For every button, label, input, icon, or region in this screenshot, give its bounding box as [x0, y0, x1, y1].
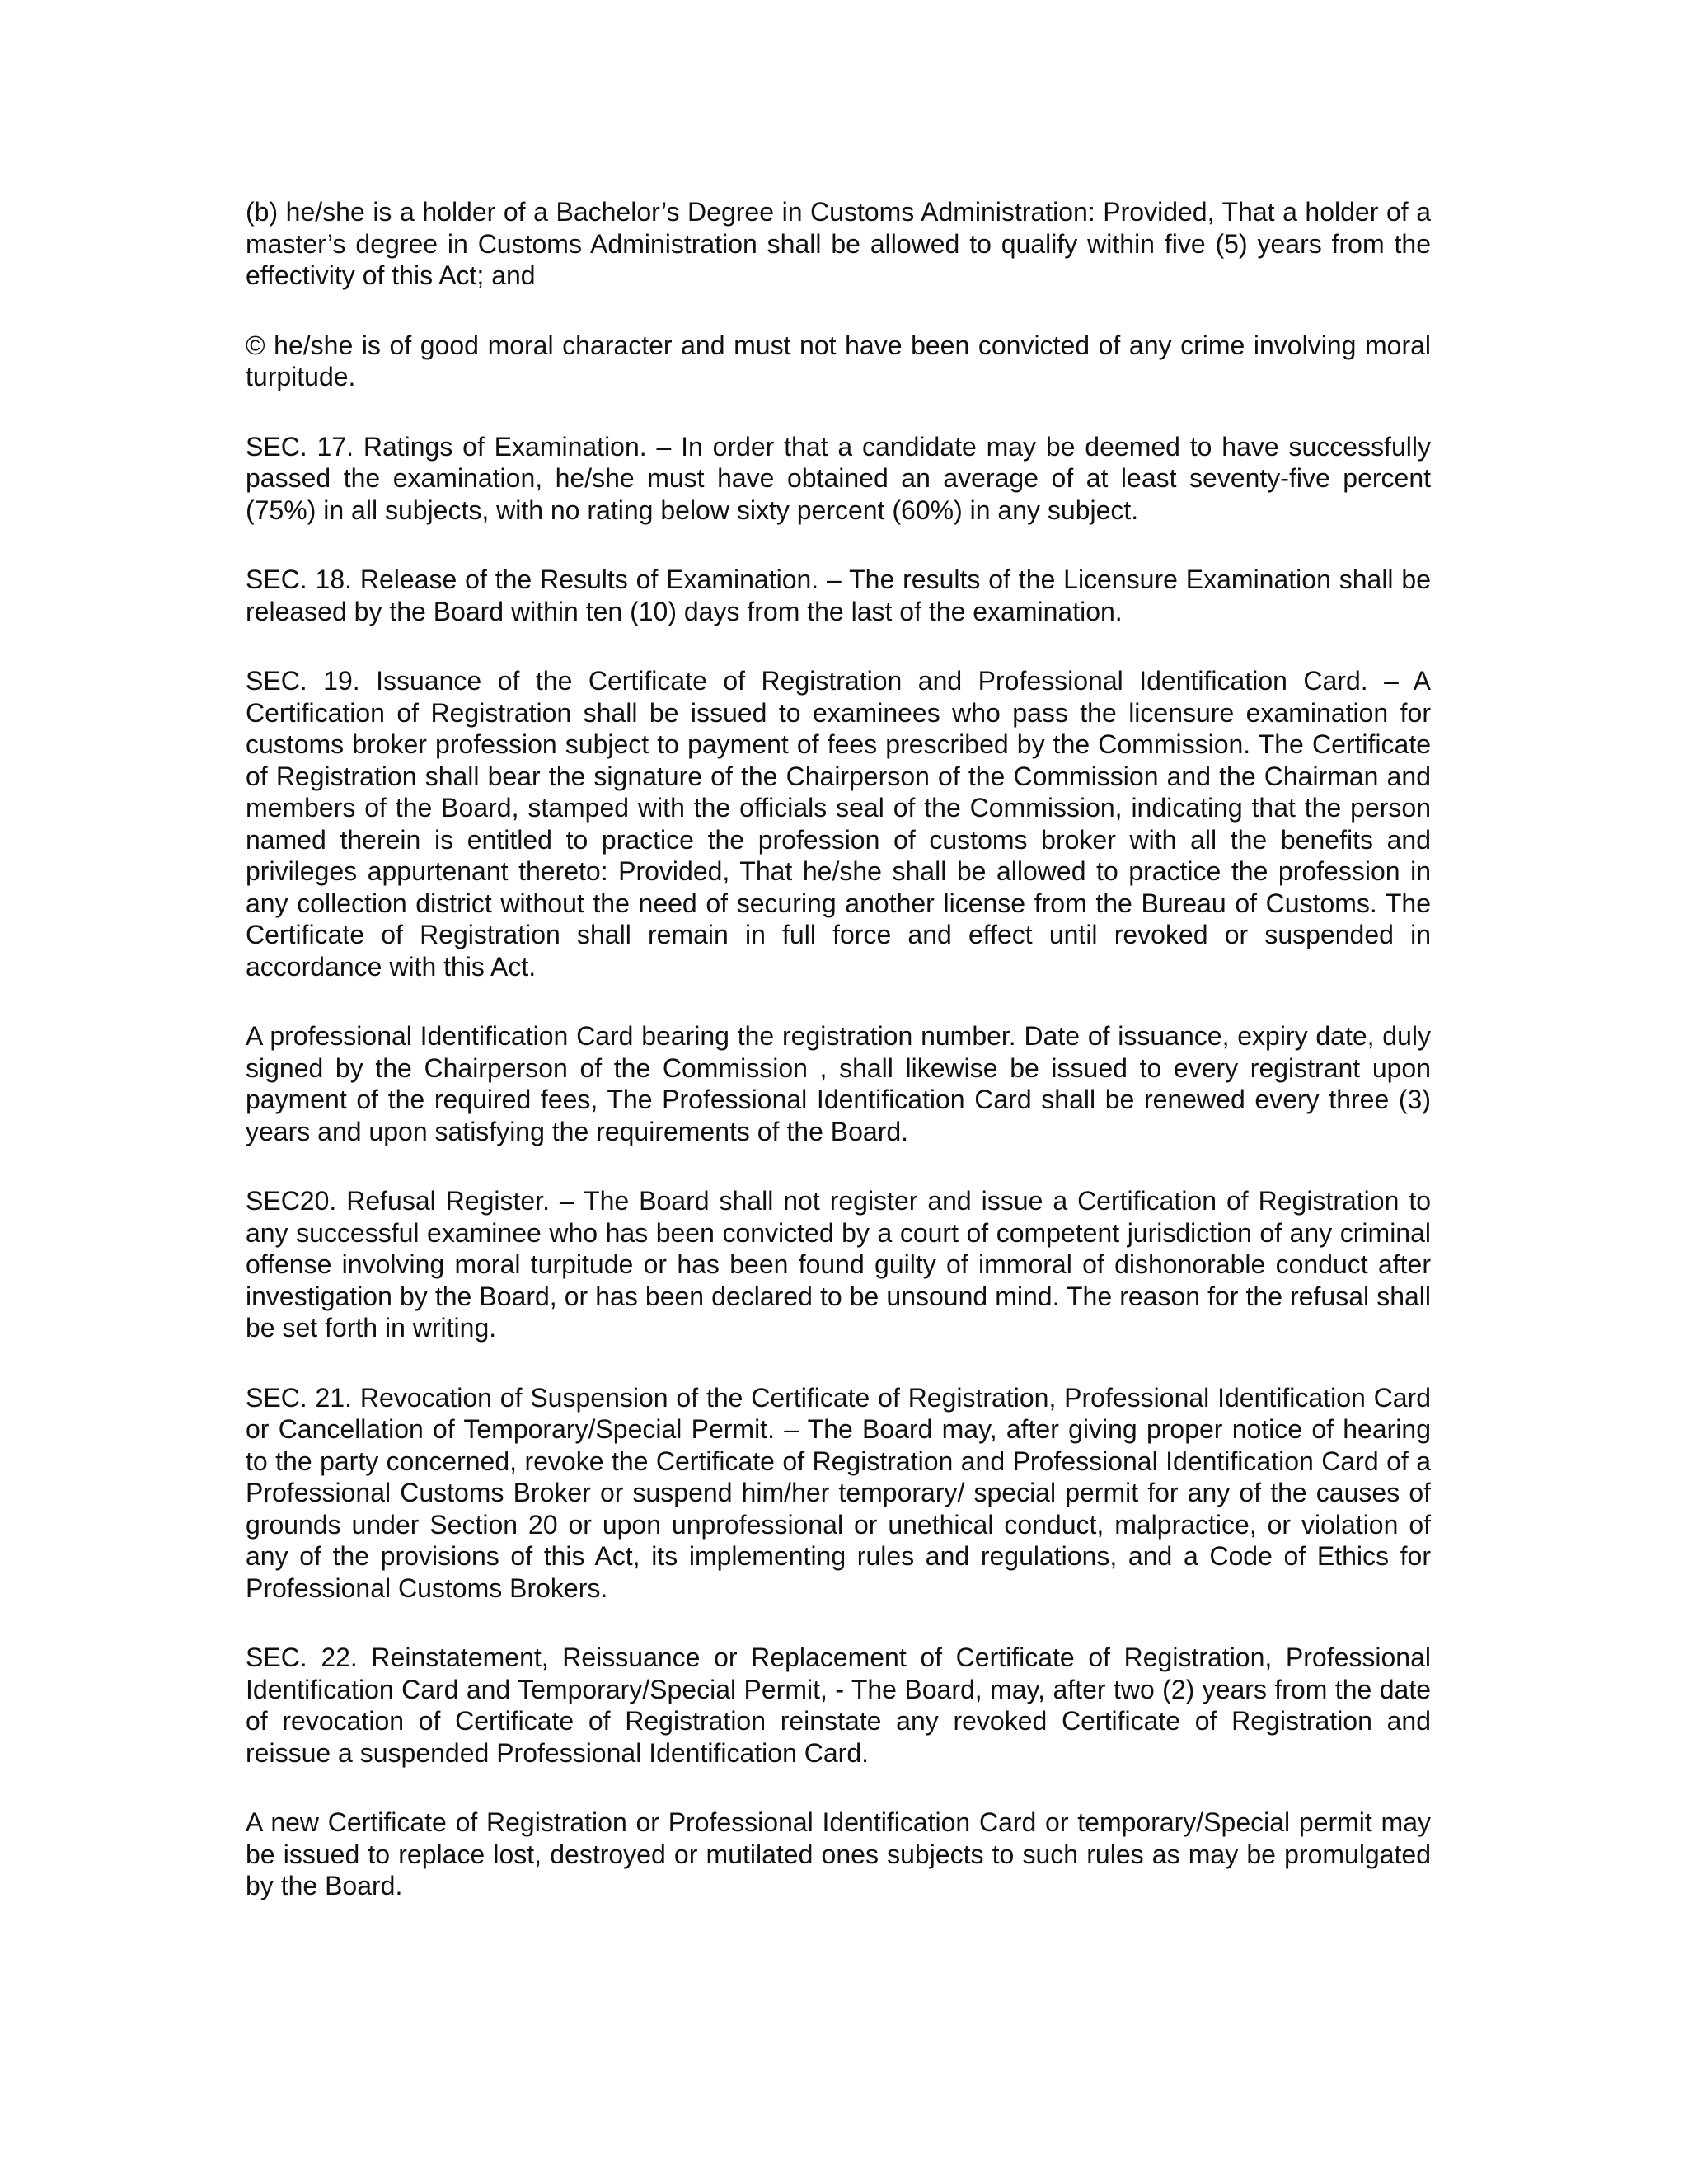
paragraph-identification-card: A professional Identification Card bearing the registration number. Date of issuance, expiry date, duly signed by the Chairperson of the Commission , shall likewise be issued to every registrant upon payment of the required fees, The Professional Identification Card shall be renewed every three (3) years and upon satisfying the requirements of the Board.	[246, 1021, 1431, 1146]
paragraph-sec-17: SEC. 17. Ratings of Examination. – In order that a candidate may be deemed to have successfully passed the examination, he/she must have obtained an average of at least seventy-five percent (75%) in all subjects, with no rating below sixty percent (60%) in any subject.	[246, 431, 1431, 525]
paragraph-sec-21: SEC. 21. Revocation of Suspension of the Certificate of Registration, Professional Identification Card or Cancellation of Temporary/Special Permit. – The Board may, after giving proper notice of hearing to the party concerned, revoke the Certificate of Registration and Professional Identification Card of a Professional Customs Broker or suspend him/her temporary/ special permit for any of the causes of grounds under Section 20 or upon unprofessional or unethical conduct, malpractice, or violation of any of the provisions of this Act, its implementing rules and regulations, and a Code of Ethics for Professional Customs Brokers.	[246, 1382, 1431, 1603]
paragraph-qualification-c: © he/she is of good moral character and must not have been convicted of any crime involving moral turpitude.	[246, 330, 1431, 391]
paragraph-sec-22: SEC. 22. Reinstatement, Reissuance or Replacement of Certificate of Registration, Professional Identification Card and Temporary/Special Permit, - The Board, may, after two (2) years from the date of revocation of Certificate of Registration reinstate any revoked Certificate of Registration and reissue a suspended Professional Identification Card.	[246, 1643, 1431, 1768]
paragraph-sec-20: SEC20. Refusal Register. – The Board shall not register and issue a Certification of Registration to any successful examinee who has been convicted by a court of competent jurisdiction of any criminal offense involving moral turpitude or has been found guilty of immoral of dishonorable conduct after investigation by the Board, or has been declared to be unsound mind. The reason for the refusal shall be set forth in writing.	[246, 1186, 1431, 1343]
paragraph-sec-18: SEC. 18. Release of the Results of Examination. – The results of the Licensure Examination shall be released by the Board within ten (10) days from the last of the examination.	[246, 565, 1431, 626]
paragraph-replacement: A new Certificate of Registration or Professional Identification Card or temporary/Special permit may be issued to replace lost, destroyed or mutilated ones subjects to such rules as may be promulgated by the Board.	[246, 1807, 1431, 1900]
document-body	[246, 196, 1431, 1940]
paragraph-qualification-b: (b) he/she is a holder of a Bachelor’s Degree in Customs Administration: Provided, That a holder of a master’s degree in Customs Administration shall be allowed to qualify within five (5) years from the effectivity of this Act; and	[246, 197, 1431, 290]
paragraph-sec-19: SEC. 19. Issuance of the Certificate of Registration and Professional Identification Card. – A Certification of Registration shall be issued to examinees who pass the licensure examination for customs broker profession subject to payment of fees prescribed by the Commission. The Certificate of Registration shall bear the signature of the Chairperson of the Commission and the Chairman and members of the Board, stamped with the officials seal of the Commission, indicating that the person named therein is entitled to practice the profession of customs broker with all the benefits and privileges appurtenant thereto: Provided, That he/she shall be allowed to practice the profession in any collection district without the need of securing another license from the Bureau of Customs. The Certificate of Registration shall remain in full force and effect until revoked or suspended in accordance with this Act.	[246, 666, 1431, 982]
